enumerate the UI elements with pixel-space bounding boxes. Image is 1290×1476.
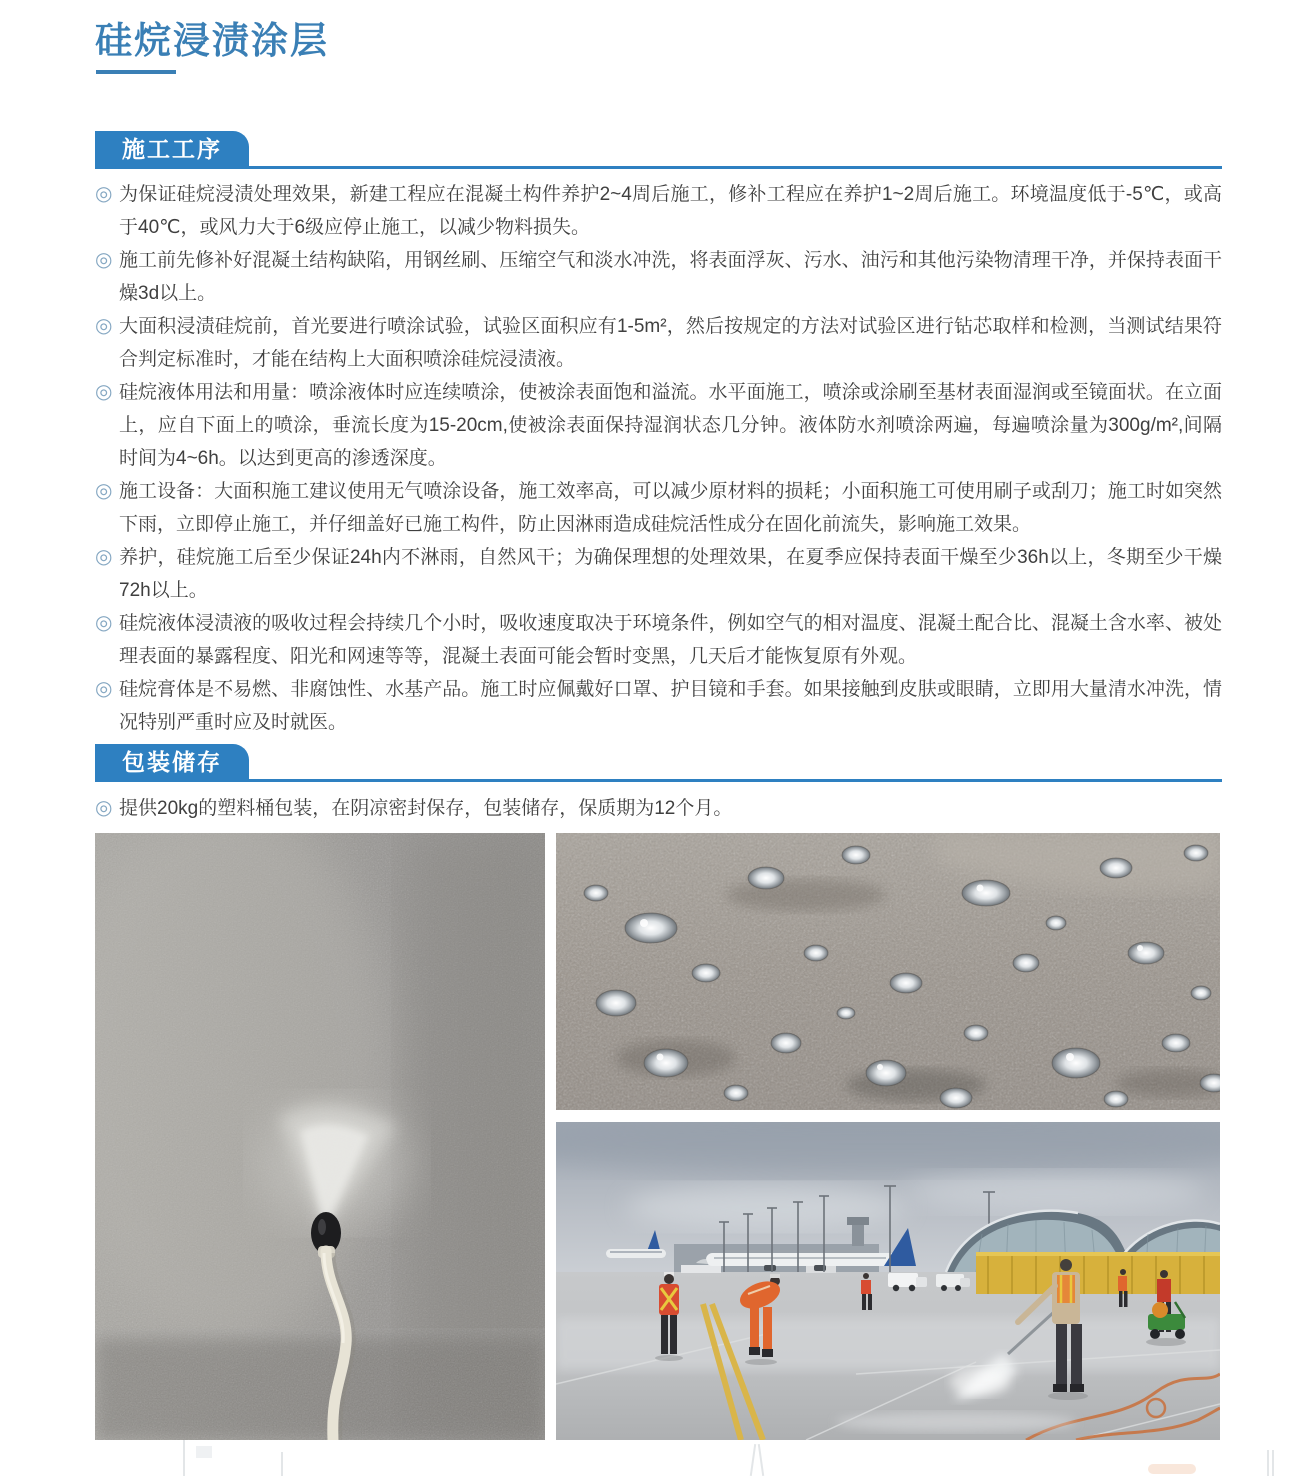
ghost-mark [183, 1440, 185, 1476]
construction-fence [976, 1252, 1220, 1294]
section-badge-packaging: 包装储存 [95, 744, 249, 781]
bullet-text: 大面积浸渍硅烷前，首光要进行喷涂试验，试验区面积应有1-5m²，然后按规定的方法对试验区进行钻芯取样和检测，当测试结果符合判定标准时，才能在结构上大面积喷涂硅烷浸渍液。 [119, 316, 1222, 370]
page-title: 硅烷浸渍涂层 [95, 20, 329, 61]
list-item [95, 475, 1222, 541]
ghost-mark [750, 1444, 756, 1476]
list-item [95, 792, 1222, 825]
ghost-mark [281, 1452, 283, 1476]
packaging-storage-list [95, 792, 1222, 825]
list-item [95, 310, 1222, 376]
bullet-text: 施工前先修补好混凝土结构缺陷，用钢丝刷、压缩空气和淡水冲洗，将表面浮灰、污水、油污和其他污染物清理干净，并保持表面干燥3d以上。 [119, 250, 1222, 304]
bullet-text: 硅烷膏体是不易燃、非腐蚀性、水基产品。施工时应佩戴好口罩、护目镜和手套。如果接触到皮肤或眼睛，立即用大量清水冲洗，情况特别严重时应及时就医。 [119, 679, 1222, 733]
section-header-packaging [95, 744, 1222, 784]
hydrophobic-droplets-photo [556, 833, 1220, 1110]
ghost-mark [1272, 1450, 1274, 1476]
list-item [95, 244, 1222, 310]
list-item [95, 541, 1222, 607]
construction-procedure-list [95, 178, 1222, 739]
section-badge-construction: 施工工序 [95, 131, 249, 168]
ghost-mark [1267, 1450, 1269, 1476]
list-item [95, 178, 1222, 244]
bullet-icon: ◎ [95, 612, 113, 634]
bullet-icon: ◎ [95, 183, 113, 205]
section-header-construction [95, 131, 1222, 171]
bullet-icon: ◎ [95, 480, 113, 502]
bullet-text: 硅烷液体用法和用量：喷涂液体时应连续喷涂，使被涂表面饱和溢流。水平面施工，喷涂或涂刷至基材表面湿润或至镜面状。在立面上，应自下面上的喷涂，垂流长度为15-20cm,使被涂表面保持湿润状态几分钟。液体防水剂喷涂两遍，每遍喷涂量为300g/m²,间隔时间为4~6h。以达到更高的渗透深度。 [119, 382, 1222, 469]
bullet-icon: ◎ [95, 678, 113, 700]
list-item [95, 673, 1222, 739]
ghost-mark [1148, 1464, 1196, 1474]
bullet-text: 施工设备：大面积施工建议使用无气喷涂设备，施工效率高，可以减少原材料的损耗；小面积施工可使用刷子或刮刀；施工时如突然下雨，立即停止施工，并仔细盖好已施工构件，防止因淋雨造成硅烷活性成分在固化前流失，影响施工效果。 [119, 481, 1222, 535]
ghost-mark [758, 1444, 764, 1476]
bullet-text: 硅烷液体浸渍液的吸收过程会持续几个小时，吸收速度取决于环境条件，例如空气的相对温度、混凝土配合比、混凝土含水率、被处理表面的暴露程度、阳光和网速等等，混凝土表面可能会暂时变黑，几天后才能恢复原有外观。 [119, 613, 1222, 667]
spray-application-photo [95, 833, 545, 1440]
bullet-icon: ◎ [95, 797, 113, 819]
bullet-icon: ◎ [95, 315, 113, 337]
bullet-icon: ◎ [95, 381, 113, 403]
airport-apron-photo [556, 1122, 1220, 1440]
list-item [95, 607, 1222, 673]
bullet-text: 提供20kg的塑料桶包装，在阴凉密封保存，包装储存，保质期为12个月。 [119, 798, 733, 819]
section-rule [95, 779, 1222, 782]
bullet-text: 养护，硅烷施工后至少保证24h内不淋雨，自然风干；为确保理想的处理效果，在夏季应保持表面干燥至少36h以上，冬期至少干燥72h以上。 [119, 547, 1222, 601]
bullet-icon: ◎ [95, 546, 113, 568]
list-item [95, 376, 1222, 475]
section-rule [95, 166, 1222, 169]
bullet-icon: ◎ [95, 249, 113, 271]
ghost-mark [196, 1446, 212, 1458]
title-underline [96, 70, 176, 74]
bullet-text: 为保证硅烷浸渍处理效果，新建工程应在混凝土构件养护2~4周后施工，修补工程应在养护1~2周后施工。环境温度低于-5℃，或高于40℃，或风力大于6级应停止施工，以减少物料损失。 [119, 184, 1222, 238]
